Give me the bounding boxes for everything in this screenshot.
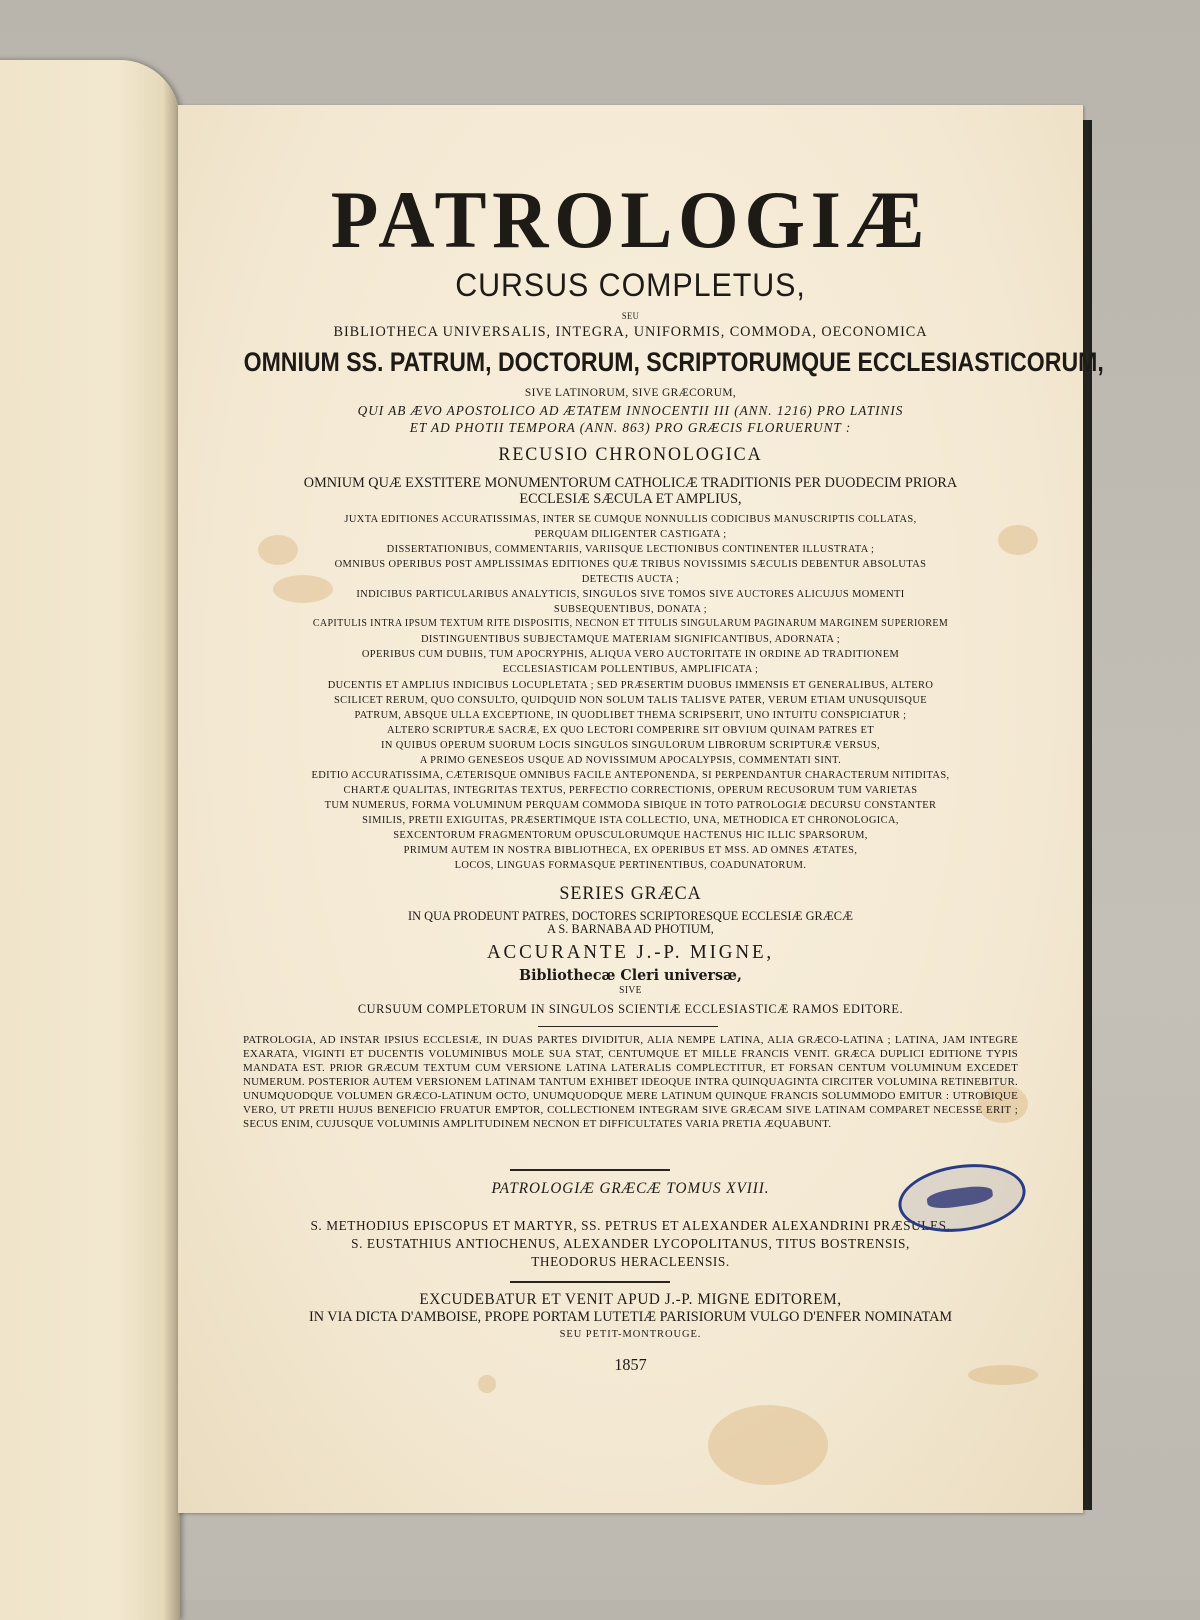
bibliothecae-line: Bibliothecæ Cleri universæ, (519, 966, 742, 984)
series-heading: SERIES GRÆCA (559, 883, 702, 904)
body-line: TUM NUMERUS, FORMA VOLUMINUM PERQUAM COMMODA SIBIQUE IN TOTO PATROLOGIÆ DECURSU CONSTANTER (324, 799, 937, 811)
authors-line-1: S. METHODIUS EPISCOPUS ET MARTYR, SS. PETRUS ET ALEXANDER ALEXANDRINI PRÆSULES, (310, 1219, 951, 1234)
body-line: SEXCENTORUM FRAGMENTORUM OPUSCULORUMQUE HACTENUS HIC ILLIC SPARSORUM, (393, 829, 868, 841)
main-title: PATROLOGIÆ (330, 174, 931, 265)
body-line: IN QUIBUS OPERUM SUORUM LOCIS SINGULOS SINGULORUM LIBRORUM SCRIPTURÆ VERSUS, (380, 739, 881, 751)
body-line: CAPITULIS INTRA IPSUM TEXTUM RITE DISPOSITIS, NECNON ET TITULIS SINGULARUM PAGINARUM MARGINEM SUPERIOREM (312, 618, 949, 629)
body-line: DISSERTATIONIBUS, COMMENTARIIS, VARIISQUE LECTIONIBUS CONTINENTER ILLUSTRATA ; (386, 543, 875, 555)
body-line: PATRUM, ABSQUE ULLA EXCEPTIONE, IN QUODLIBET THEMA SCRIPSERIT, UNO INTUITU CONSPICIATUR ; (354, 709, 907, 721)
body-line: A PRIMO GENESEOS USQUE AD NOVISSIMUM APOCALYPSIS, COMMENTATI SINT. (419, 754, 842, 766)
body-line: DUCENTIS ET AMPLIUS INDICIBUS LOCUPLETATA ; SED PRÆSERTIM DUOBUS IMMENSIS ET GENERALIBUS, ALTERO (327, 679, 934, 691)
sive-latinorum-line: SIVE LATINORUM, SIVE GRÆCORUM, (524, 385, 737, 399)
authors-line-2: S. EUSTATHIUS ANTIOCHENUS, ALEXANDER LYCOPOLITANUS, TITUS BOSTRENSIS, (351, 1237, 910, 1252)
body-line: JUXTA EDITIONES ACCURATISSIMAS, INTER SE CUMQUE NONNULLIS CODICIBUS MANUSCRIPTIS COLLATAS, (344, 513, 917, 525)
qui-ab-aevo-line-2: ET AD PHOTII TEMPORA (ANN. 863) PRO GRÆCIS FLORUERUNT : (409, 421, 852, 436)
body-line: DISTINGUENTIBUS SUBJECTAMQUE MATERIAM SIGNIFICANTIBUS, ADORNATA ; (420, 633, 840, 645)
publication-year: 1857 (614, 1355, 647, 1374)
divider (510, 1281, 670, 1283)
body-line: EDITIO ACCURATISSIMA, CÆTERISQUE OMNIBUS FACILE ANTEPONENDA, SI PERPENDANTUR CHARACTERUM NITIDITAS, (311, 769, 950, 781)
imprint-line-2: IN VIA DICTA D'AMBOISE, PROPE PORTAM LUTETIÆ PARISIORUM VULGO D'ENFER NOMINATAM (308, 1309, 953, 1325)
omnium-patrum-line: OMNIUM SS. PATRUM, DOCTORUM, SCRIPTORUMQUE ECCLESIASTICORUM, (243, 347, 1104, 377)
body-line: PRIMUM AUTEM IN NOSTRA BIBLIOTHECA, EX OPERIBUS ET MSS. AD OMNES ÆTATES, (403, 844, 858, 856)
omnium-quae-line-1: OMNIUM QUÆ EXSTITERE MONUMENTORUM CATHOLICÆ TRADITIONIS PER DUODECIM PRIORA (303, 475, 958, 491)
imprint-line-1: EXCUDEBATUR ET VENIT APUD J.-P. MIGNE EDITOREM, (419, 1291, 842, 1308)
body-line: SUBSEQUENTIBUS, DONATA ; (553, 603, 708, 615)
recusio-heading: RECUSIO CHRONOLOGICA (498, 444, 763, 465)
patrologia-paragraph: PATROLOGIA, AD INSTAR IPSIUS ECCLESIÆ, IN DUAS PARTES DIVIDITUR, ALIA NEMPE LATINA, ALIA GRÆCO-LATINA ; LATINA, JAM INTEGRE EXARATA, VIGINTI ET DUCENTIS VOLUMINIBUS MOLE SUA STAT, CENTUMQUE ET MILLE FRANCIS VENIT. GRÆCA DUPLICI EDITIONE TYPIS MANDATA EST. PRIOR GRÆCUM TEXTUM CUM VERSIONE LATINA LATERALIS COMPLECTITUR, ET FORSAN CENTUM VOLUMINUM EXCEDET NUMERUM. POSTERIOR AUTEM VERSIONEM LATINAM TANTUM EXHIBET IDEOQUE INTRA QUINQUAGINTA CIRCITER VOLUMINA RETINEBITUR. UNUMQUODQUE VOLUMEN GRÆCO-LATINUM OCTO, UNUMQUODQUE MERE LATINUM QUINQUE FRANCIS SOLUMMODO EMITUR : UTROBIQUE VERO, UT PRETII HUJUS BENEFICIO FRUATUR EMPTOR, COLLECTIONEM INTEGRAM SIVE GRÆCAM SIVE LATINAM COMPARET NECESSE ERIT ; SECUS ENIM, CUJUSQUE VOLUMINIS AMPLITUDINEM NECNON ET DIFFICULTATES VARIA PRETIA ÆQUABUNT. (243, 1034, 1018, 1130)
left-facing-page (0, 60, 180, 1620)
divider (538, 1026, 718, 1027)
body-line: SIMILIS, PRETII EXIGUITAS, PRÆSERTIMQUE ISTA COLLECTIO, UNA, METHODICA ET CHRONOLOGICA, (362, 814, 899, 826)
series-sub-1: IN QUA PRODEUNT PATRES, DOCTORES SCRIPTORESQUE ECCLESIÆ GRÆCÆ (408, 908, 853, 923)
omnium-quae-line-2: ECCLESIÆ SÆCULA ET AMPLIUS, (519, 491, 742, 507)
subtitle: CURSUS COMPLETUS, (455, 267, 806, 303)
imprint-line-3: SEU PETIT-MONTROUGE. (559, 1328, 702, 1340)
body-line: INDICIBUS PARTICULARIBUS ANALYTICIS, SINGULOS SIVE TOMOS SIVE AUCTORES ALICUJUS MOMENTI (356, 588, 905, 600)
cursuum-line: CURSUUM COMPLETORUM IN SINGULOS SCIENTIÆ ECCLESIASTICÆ RAMOS EDITORE. (357, 1001, 904, 1016)
body-line: SCILICET RERUM, QUO CONSULTO, QUIDQUID NON SOLUM TALIS TALISVE PATER, VERUM ETIAM UNUSQUISQUE (333, 694, 928, 706)
body-line: OPERIBUS CUM DUBIIS, TUM APOCRYPHIS, ALIQUA VERO AUCTORITATE IN ORDINE AD TRADITIONEM (361, 648, 900, 660)
bibliotheca-line: BIBLIOTHECA UNIVERSALIS, INTEGRA, UNIFORMIS, COMMODA, OECONOMICA (333, 324, 928, 340)
qui-ab-aevo-line-1: QUI AB ÆVO APOSTOLICO AD ÆTATEM INNOCENTII III (ANN. 1216) PRO LATINIS (357, 404, 904, 419)
body-line: DETECTIS AUCTA ; (581, 573, 680, 585)
body-line: PERQUAM DILIGENTER CASTIGATA ; (534, 528, 727, 540)
series-sub-2: A S. BARNABA AD PHOTIUM, (547, 921, 714, 936)
body-line: CHARTÆ QUALITAS, INTEGRITAS TEXTUS, PERFECTIO CORRECTIONIS, OPERUM RECUSORUM TUM VARIETAS (343, 784, 918, 796)
tomus-line: PATROLOGIÆ GRÆCÆ TOMUS XVIII. (491, 1180, 770, 1197)
sive-line: SIVE (619, 985, 642, 996)
body-line: LOCOS, LINGUAS FORMASQUE PERTINENTIBUS, COADUNATORUM. (454, 859, 807, 871)
body-line: OMNIBUS OPERIBUS POST AMPLISSIMAS EDITIONES QUÆ TRIBUS NOVISSIMIS SÆCULIS DEBENTUR ABSOLUTAS (334, 558, 927, 570)
title-page (178, 105, 1104, 1513)
body-line: ECCLESIASTICAM POLLENTIBUS, AMPLIFICATA ; (502, 663, 759, 675)
divider (510, 1169, 670, 1171)
accurante-line: ACCURANTE J.-P. MIGNE, (486, 941, 775, 963)
body-line: ALTERO SCRIPTURÆ SACRÆ, EX QUO LECTORI COMPERIRE SIT OBVIUM QUINAM PATRES ET (386, 724, 874, 736)
authors-line-3: THEODORUS HERACLEENSIS. (531, 1255, 730, 1270)
seu-line: SEU (621, 311, 640, 321)
